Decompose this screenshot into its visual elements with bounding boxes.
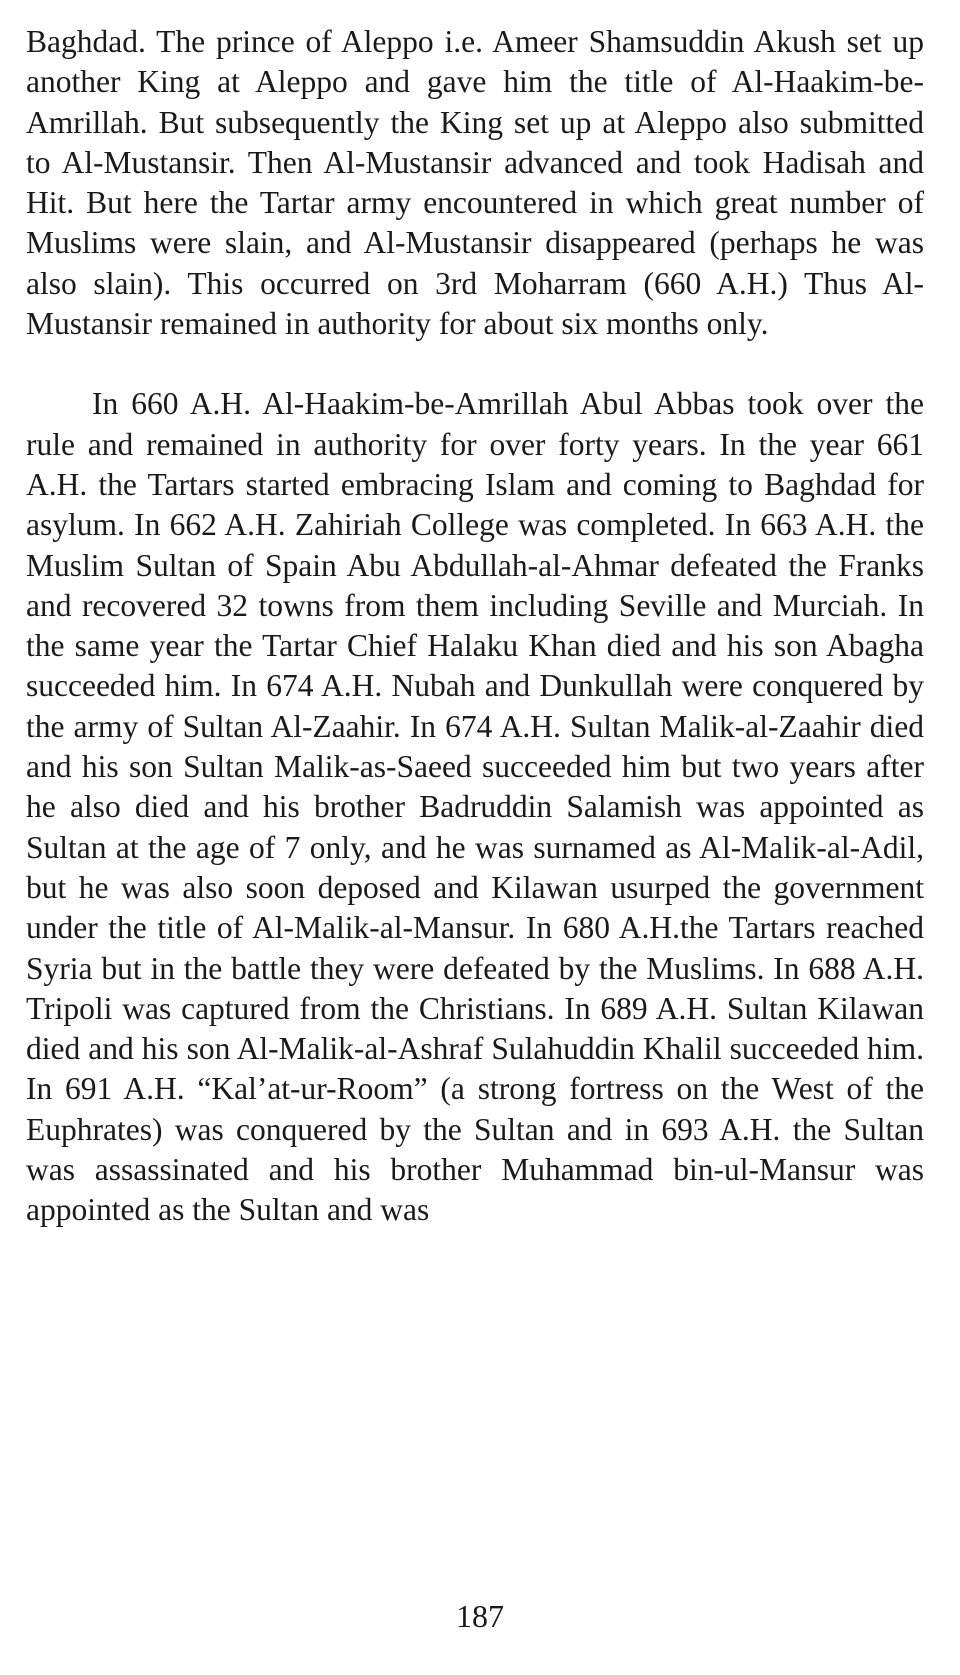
paragraph-continuation: Baghdad. The prince of Aleppo i.e. Ameer Shamsuddin Akush set up another King at Aleppo and gave him the title of Al-Haakim-be-Amrillah. But subsequently the King set up at Aleppo also submitted to Al-Mustansir. Then Al-Mustansir advanced and took Hadisah and Hit. But here the Tartar army encountered in which great number of Muslims were slain, and Al-Mustansir disappeared (perhaps he was also slain). This occurred on 3rd Moharram (660 A.H.) Thus Al-Mustansir remained in authority for about six months only. <box>26 24 924 342</box>
page-body <box>26 22 924 1231</box>
page-number: 187 <box>456 1598 504 1634</box>
paragraph-660-ah: In 660 A.H. Al-Haakim-be-Amrillah Abul Abbas took over the rule and remained in authority for over forty years. In the year 661 A.H. the Tartars started embracing Islam and coming to Baghdad for asylum. In 662 A.H. Zahiriah College was completed. In 663 A.H. the Muslim Sultan of Spain Abu Abdullah-al-Ahmar defeated the Franks and recovered 32 towns from them including Seville and Murciah. In the same year the Tartar Chief Halaku Khan died and his son Abagha succeeded him. In 674 A.H. Nubah and Dunkullah were conquered by the army of Sultan Al-Zaahir. In 674 A.H. Sultan Malik-al-Zaahir died and his son Sultan Malik-as-Saeed succeeded him but two years after he also died and his brother Badruddin Salamish was appointed as Sultan at the age of 7 only, and he was surnamed as Al-Malik-al-Adil, but he was also soon deposed and Kilawan usurped the government under the title of Al-Malik-al-Mansur. In 680 A.H.the Tartars reached Syria but in the battle they were defeated by the Muslims. In 688 A.H. Tripoli was captured from the Christians. In 689 A.H. Sultan Kilawan died and his son Al-Malik-al-Ashraf Sulahuddin Khalil succeeded him. In 691 A.H. “Kal’at-ur-Room” (a strong fortress on the West of the Euphrates) was conquered by the Sultan and in 693 A.H. the Sultan was assassinated and his brother Muhammad bin-ul-Mansur was appointed as the Sultan and was <box>26 386 924 1228</box>
